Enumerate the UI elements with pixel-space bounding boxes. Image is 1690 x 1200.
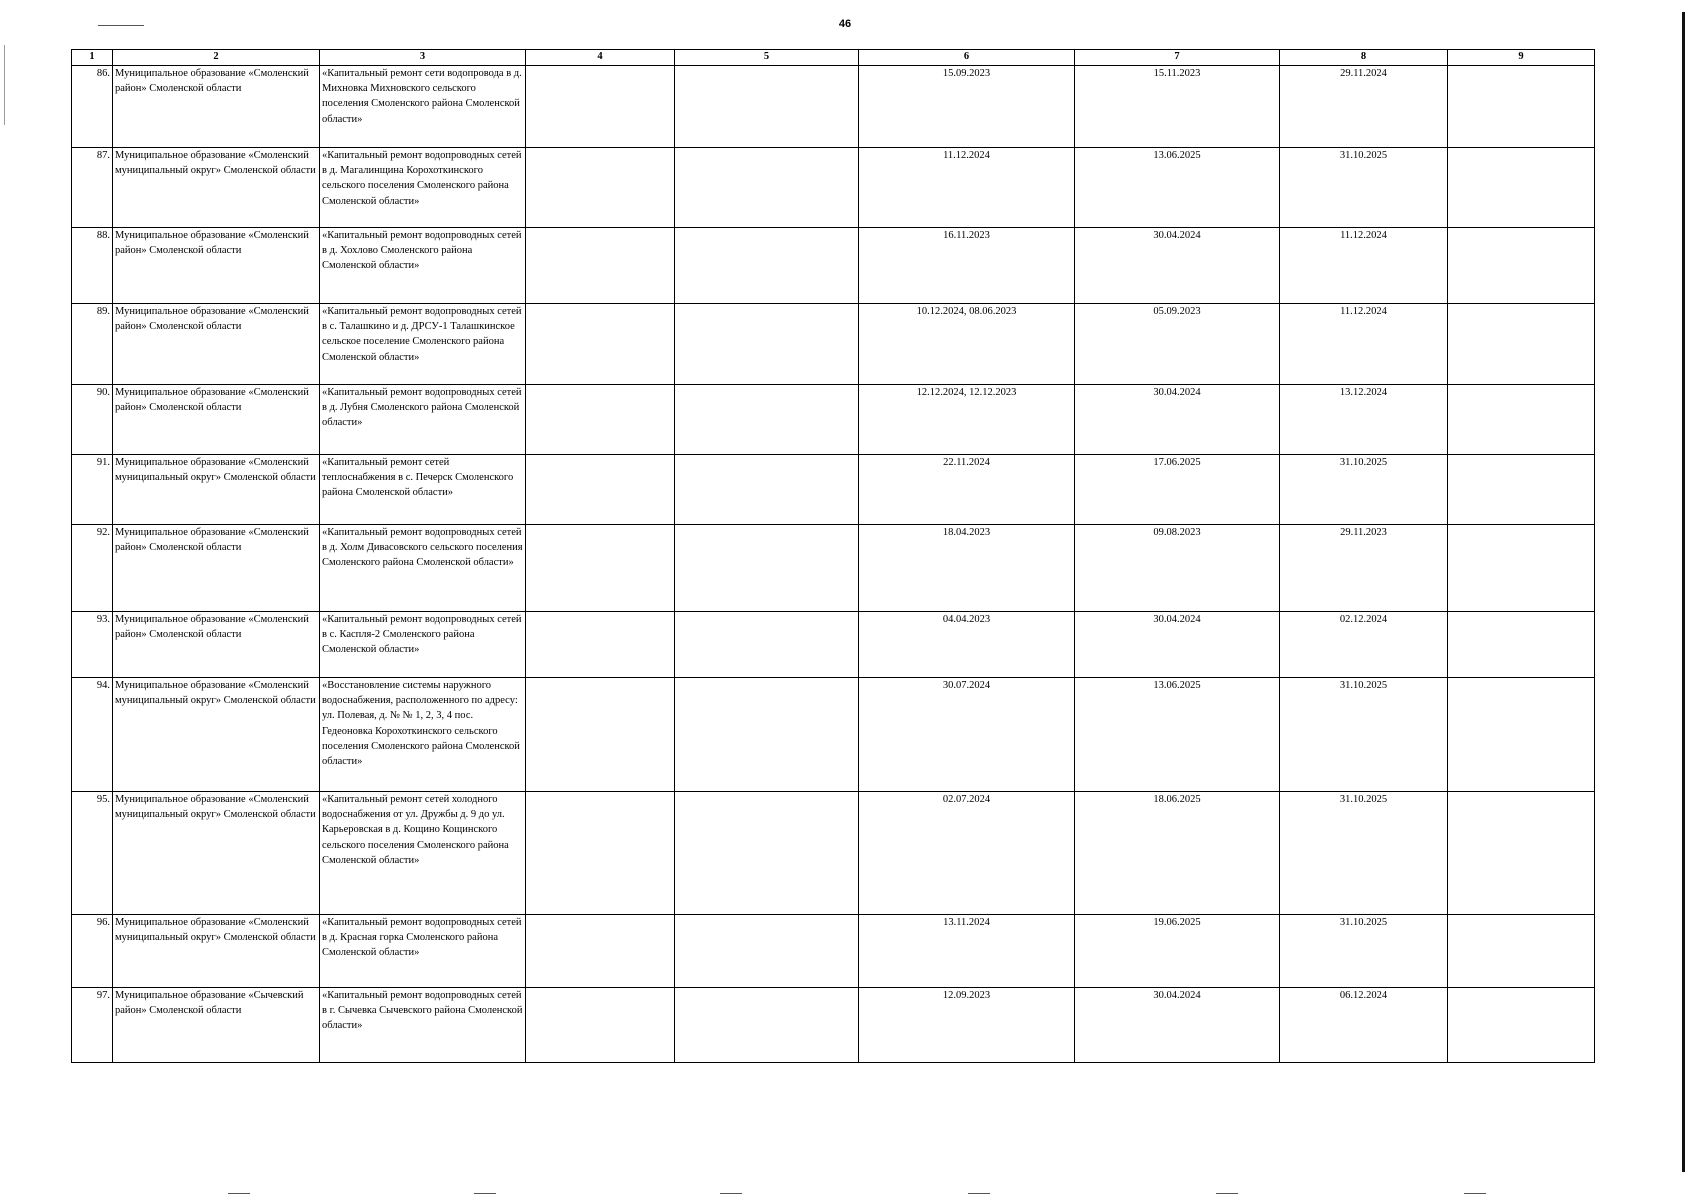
column-9-cell <box>1448 228 1595 304</box>
row-number: 93. <box>72 612 113 678</box>
column-7-date: 30.04.2024 <box>1075 385 1280 455</box>
column-4-cell <box>526 66 675 148</box>
column-4-cell <box>526 385 675 455</box>
municipality-cell: Муниципальное образование «Смоленский район» Смоленской области <box>113 385 320 455</box>
scan-mark <box>968 1193 990 1194</box>
column-4-cell <box>526 525 675 612</box>
column-4-cell <box>526 228 675 304</box>
municipality-cell: Муниципальное образование «Смоленский муниципальный округ» Смоленской области <box>113 455 320 525</box>
column-6-date: 16.11.2023 <box>859 228 1075 304</box>
column-5-cell <box>675 304 859 385</box>
row-number: 94. <box>72 678 113 792</box>
column-7-date: 19.06.2025 <box>1075 915 1280 988</box>
scan-mark <box>98 25 144 26</box>
column-6-date: 18.04.2023 <box>859 525 1075 612</box>
municipality-cell: Муниципальное образование «Смоленский район» Смоленской области <box>113 612 320 678</box>
column-number: 9 <box>1448 50 1595 66</box>
column-9-cell <box>1448 915 1595 988</box>
scan-mark <box>720 1193 742 1194</box>
municipality-cell: Муниципальное образование «Смоленский муниципальный округ» Смоленской области <box>113 148 320 228</box>
row-number: 96. <box>72 915 113 988</box>
column-8-date: 31.10.2025 <box>1280 915 1448 988</box>
table-row <box>72 66 1595 148</box>
column-number: 5 <box>675 50 859 66</box>
column-number: 1 <box>72 50 113 66</box>
table-row <box>72 455 1595 525</box>
column-6-date: 13.11.2024 <box>859 915 1075 988</box>
column-9-cell <box>1448 385 1595 455</box>
row-number: 91. <box>72 455 113 525</box>
column-7-date: 09.08.2023 <box>1075 525 1280 612</box>
column-9-cell <box>1448 455 1595 525</box>
municipality-cell: Муниципальное образование «Сычевский район» Смоленской области <box>113 988 320 1063</box>
column-9-cell <box>1448 304 1595 385</box>
column-number-row <box>72 50 1595 66</box>
column-5-cell <box>675 915 859 988</box>
column-6-date: 10.12.2024, 08.06.2023 <box>859 304 1075 385</box>
column-9-cell <box>1448 988 1595 1063</box>
page-number: 46 <box>838 18 852 30</box>
column-8-date: 29.11.2024 <box>1280 66 1448 148</box>
column-9-cell <box>1448 612 1595 678</box>
column-5-cell <box>675 525 859 612</box>
column-7-date: 17.06.2025 <box>1075 455 1280 525</box>
column-5-cell <box>675 678 859 792</box>
row-number: 97. <box>72 988 113 1063</box>
object-cell: «Восстановление системы наружного водоснабжения, расположенного по адресу: ул. Полевая, д. № № 1, 2, 3, 4 пос. Гедеоновка Корохоткинского сельского поселения Смоленского района Смоленской области» <box>320 678 526 792</box>
object-cell: «Капитальный ремонт водопроводных сетей в д. Красная горка Смоленского района Смоленской области» <box>320 915 526 988</box>
object-cell: «Капитальный ремонт сети водопровода в д. Михновка Михновского сельского поселения Смоленского района Смоленской области» <box>320 66 526 148</box>
table-row <box>72 228 1595 304</box>
column-4-cell <box>526 612 675 678</box>
scan-edge-line <box>1682 12 1685 1172</box>
row-number: 87. <box>72 148 113 228</box>
object-cell: «Капитальный ремонт сетей холодного водоснабжения от ул. Дружбы д. 9 до ул. Карьеровская в д. Кощино Кощинского сельского поселения Смоленского района Смоленской области» <box>320 792 526 915</box>
column-7-date: 13.06.2025 <box>1075 148 1280 228</box>
register-table <box>71 49 1595 1063</box>
column-8-date: 02.12.2024 <box>1280 612 1448 678</box>
object-cell: «Капитальный ремонт водопроводных сетей в с. Каспля-2 Смоленского района Смоленской области» <box>320 612 526 678</box>
municipality-cell: Муниципальное образование «Смоленский район» Смоленской области <box>113 525 320 612</box>
object-cell: «Капитальный ремонт водопроводных сетей в г. Сычевка Сычевского района Смоленской области» <box>320 988 526 1063</box>
column-5-cell <box>675 228 859 304</box>
row-number: 88. <box>72 228 113 304</box>
column-6-date: 15.09.2023 <box>859 66 1075 148</box>
row-number: 89. <box>72 304 113 385</box>
table-row <box>72 792 1595 915</box>
object-cell: «Капитальный ремонт сетей теплоснабжения в с. Печерск Смоленского района Смоленской области» <box>320 455 526 525</box>
object-cell: «Капитальный ремонт водопроводных сетей в д. Лубня Смоленского района Смоленской области» <box>320 385 526 455</box>
municipality-cell: Муниципальное образование «Смоленский муниципальный округ» Смоленской области <box>113 915 320 988</box>
column-7-date: 30.04.2024 <box>1075 228 1280 304</box>
column-4-cell <box>526 148 675 228</box>
column-8-date: 11.12.2024 <box>1280 228 1448 304</box>
column-4-cell <box>526 455 675 525</box>
scan-mark <box>1216 1193 1238 1194</box>
municipality-cell: Муниципальное образование «Смоленский муниципальный округ» Смоленской области <box>113 678 320 792</box>
column-8-date: 31.10.2025 <box>1280 792 1448 915</box>
scan-mark <box>474 1193 496 1194</box>
column-9-cell <box>1448 678 1595 792</box>
column-number: 3 <box>320 50 526 66</box>
column-5-cell <box>675 455 859 525</box>
scan-mark <box>228 1193 250 1194</box>
column-8-date: 06.12.2024 <box>1280 988 1448 1063</box>
column-6-date: 12.12.2024, 12.12.2023 <box>859 385 1075 455</box>
column-8-date: 31.10.2025 <box>1280 678 1448 792</box>
table-row <box>72 678 1595 792</box>
municipality-cell: Муниципальное образование «Смоленский район» Смоленской области <box>113 304 320 385</box>
column-5-cell <box>675 148 859 228</box>
row-number: 92. <box>72 525 113 612</box>
municipality-cell: Муниципальное образование «Смоленский район» Смоленской области <box>113 66 320 148</box>
table-row <box>72 148 1595 228</box>
object-cell: «Капитальный ремонт водопроводных сетей в д. Холм Дивасовского сельского поселения Смоленского района Смоленской области» <box>320 525 526 612</box>
column-7-date: 30.04.2024 <box>1075 612 1280 678</box>
column-5-cell <box>675 792 859 915</box>
column-6-date: 22.11.2024 <box>859 455 1075 525</box>
scan-mark <box>4 45 5 125</box>
column-7-date: 18.06.2025 <box>1075 792 1280 915</box>
table-row <box>72 304 1595 385</box>
table-row <box>72 385 1595 455</box>
column-8-date: 31.10.2025 <box>1280 455 1448 525</box>
column-4-cell <box>526 988 675 1063</box>
column-4-cell <box>526 304 675 385</box>
column-8-date: 11.12.2024 <box>1280 304 1448 385</box>
table-row <box>72 915 1595 988</box>
column-9-cell <box>1448 148 1595 228</box>
column-4-cell <box>526 678 675 792</box>
object-cell: «Капитальный ремонт водопроводных сетей в с. Талашкино и д. ДРСУ-1 Талашкинское сельское поселение Смоленского района Смоленской области» <box>320 304 526 385</box>
column-6-date: 02.07.2024 <box>859 792 1075 915</box>
column-5-cell <box>675 988 859 1063</box>
object-cell: «Капитальный ремонт водопроводных сетей в д. Хохлово Смоленского района Смоленской области» <box>320 228 526 304</box>
column-4-cell <box>526 792 675 915</box>
scan-mark <box>1464 1193 1486 1194</box>
column-7-date: 30.04.2024 <box>1075 988 1280 1063</box>
column-number: 8 <box>1280 50 1448 66</box>
column-7-date: 05.09.2023 <box>1075 304 1280 385</box>
column-8-date: 13.12.2024 <box>1280 385 1448 455</box>
municipality-cell: Муниципальное образование «Смоленский район» Смоленской области <box>113 228 320 304</box>
column-6-date: 04.04.2023 <box>859 612 1075 678</box>
table-row <box>72 525 1595 612</box>
column-7-date: 13.06.2025 <box>1075 678 1280 792</box>
column-4-cell <box>526 915 675 988</box>
table-row <box>72 612 1595 678</box>
object-cell: «Капитальный ремонт водопроводных сетей в д. Магалинщина Корохоткинского сельского поселения Смоленского района Смоленской области» <box>320 148 526 228</box>
column-9-cell <box>1448 525 1595 612</box>
municipality-cell: Муниципальное образование «Смоленский муниципальный округ» Смоленской области <box>113 792 320 915</box>
column-number: 7 <box>1075 50 1280 66</box>
row-number: 86. <box>72 66 113 148</box>
column-6-date: 30.07.2024 <box>859 678 1075 792</box>
column-5-cell <box>675 66 859 148</box>
column-number: 2 <box>113 50 320 66</box>
column-number: 6 <box>859 50 1075 66</box>
column-5-cell <box>675 385 859 455</box>
column-6-date: 12.09.2023 <box>859 988 1075 1063</box>
column-6-date: 11.12.2024 <box>859 148 1075 228</box>
column-8-date: 31.10.2025 <box>1280 148 1448 228</box>
row-number: 95. <box>72 792 113 915</box>
row-number: 90. <box>72 385 113 455</box>
table-row <box>72 988 1595 1063</box>
column-8-date: 29.11.2023 <box>1280 525 1448 612</box>
column-number: 4 <box>526 50 675 66</box>
column-9-cell <box>1448 66 1595 148</box>
column-5-cell <box>675 612 859 678</box>
column-7-date: 15.11.2023 <box>1075 66 1280 148</box>
column-9-cell <box>1448 792 1595 915</box>
